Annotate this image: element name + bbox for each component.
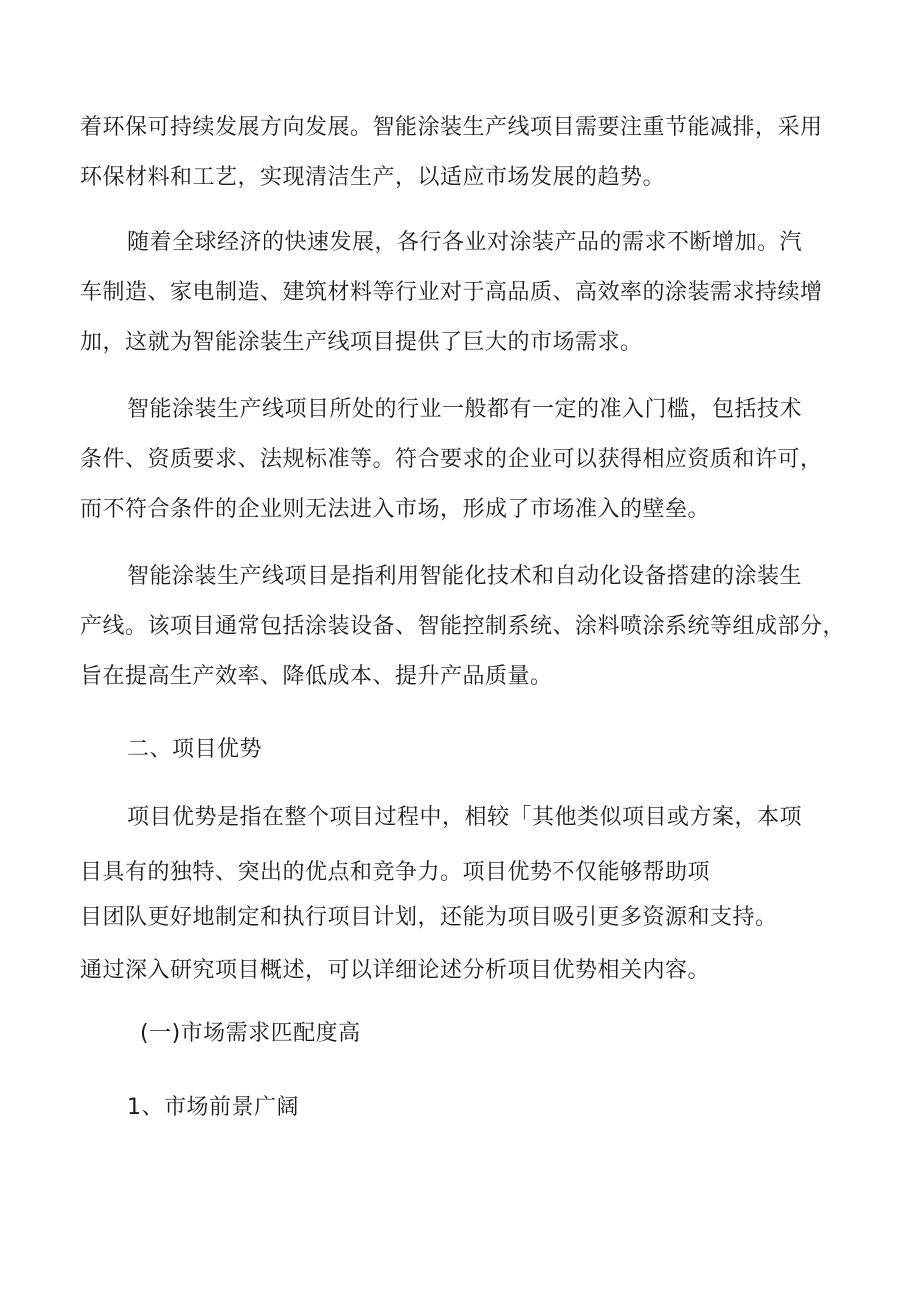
paragraph-1-line-1: 着环保可持续发展方向发展。智能涂装生产线项目需要注重节能减排，采用	[80, 115, 823, 140]
paragraph-2-line-2: 车制造、家电制造、建筑材料等行业对于高品质、高效率的涂装需求持续增	[80, 280, 823, 305]
paragraph-4-line-2: 产线。该项目通常包括涂装设备、智能控制系统、涂料喷涂系统等组成部分，	[80, 614, 846, 639]
item-heading: 1、市场前景广阔	[127, 1095, 299, 1120]
paragraph-3-line-2: 条件、资质要求、法规标准等。符合要求的企业可以获得相应资质和许可，	[80, 447, 823, 472]
section-heading: 二、项目优势	[127, 737, 263, 762]
paragraph-2-line-1: 随着全球经济的快速发展，各行各业对涂装产品的需求不断增加。汽	[127, 230, 803, 255]
subsection-heading: (一)市场需求匹配度高	[140, 1021, 361, 1046]
paragraph-2-line-3: 加，这就为智能涂装生产线项目提供了巨大的市场需求。	[80, 330, 643, 355]
paragraph-4-line-3: 旨在提高生产效率、降低成本、提升产品质量。	[80, 664, 553, 689]
advantage-line-4: 通过深入研究项目概述，可以详细论述分析项目优势相关内容。	[80, 958, 711, 983]
paragraph-1-line-2: 环保材料和工艺，实现清洁生产，以适应市场发展的趋势。	[80, 165, 666, 190]
paragraph-3-line-1: 智能涂装生产线项目所处的行业一般都有一定的准入门槛，包括技术	[127, 397, 803, 422]
advantage-line-3: 目团队更好地制定和执行项目计划，还能为项目吸引更多资源和支持。	[80, 905, 778, 930]
paragraph-4-line-1: 智能涂装生产线项目是指利用智能化技术和自动化设备搭建的涂装生	[127, 564, 803, 589]
advantage-line-1: 项目优势是指在整个项目过程中，相较「其他类似项目或方案，本项	[127, 805, 803, 830]
paragraph-3-line-3: 而不符合条件的企业则无法进入市场，形成了市场准入的壁垒。	[80, 497, 711, 522]
advantage-line-2: 目具有的独特、突出的优点和竞争力。项目优势不仅能够帮助项	[80, 860, 711, 885]
